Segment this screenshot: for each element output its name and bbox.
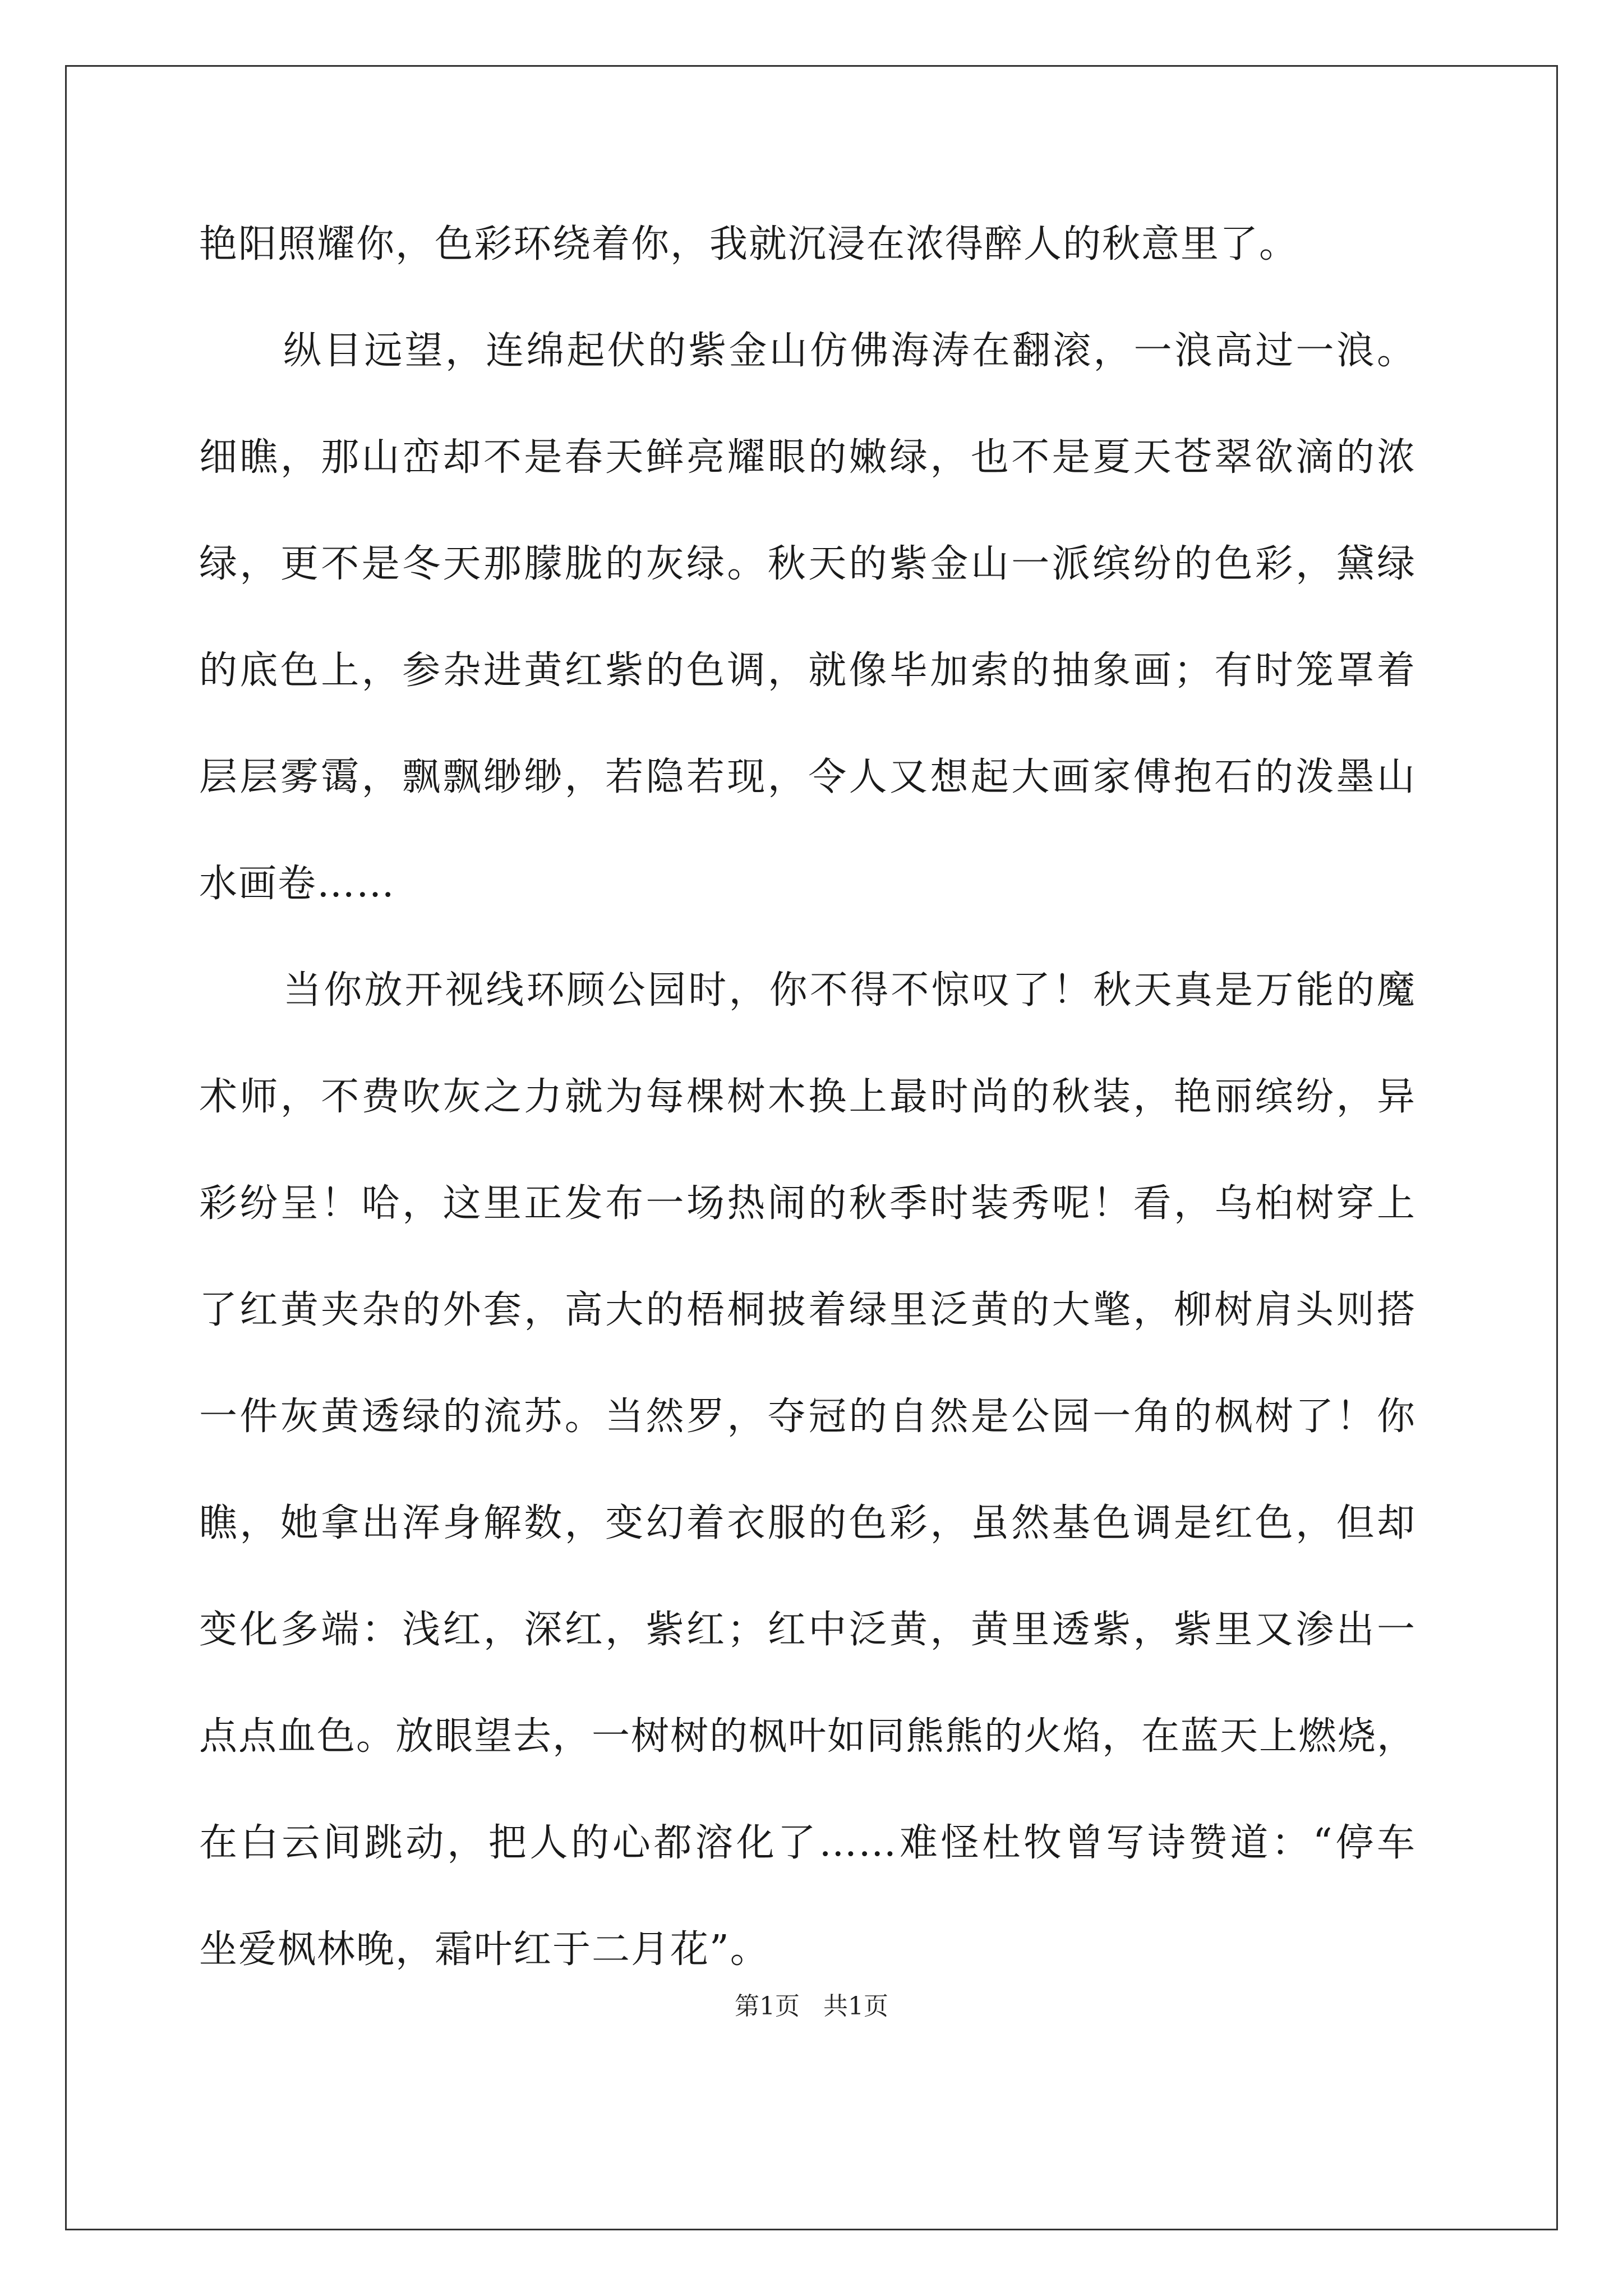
text-line: 彩纷呈！哈，这里正发布一场热闹的秋季时装秀呢！看，乌桕树穿上	[199, 1181, 1416, 1226]
text-line: 水画卷……	[199, 862, 396, 906]
paragraph-first-line: 纵目远望，连绵起伏的紫金山仿佛海涛在翻滚，一浪高过一浪。	[283, 329, 1416, 373]
text-line: 的底色上，参杂进黄红紫的色调，就像毕加索的抽象画；有时笼罩着	[199, 648, 1416, 693]
text-line: 点点血色。放眼望去，一树树的枫叶如同熊熊的火焰，在蓝天上燃烧，	[199, 1714, 1417, 1759]
text-line: 瞧，她拿出浑身解数，变幻着衣服的色彩，虽然基色调是红色，但却	[199, 1501, 1416, 1545]
text-line: 一件灰黄透绿的流苏。当然罗，夺冠的自然是公园一角的枫树了！你	[199, 1395, 1416, 1439]
paragraph-first-line: 当你放开视线环顾公园时，你不得不惊叹了！秋天真是万能的魔	[283, 968, 1416, 1013]
text-line: 绿，更不是冬天那朦胧的灰绿。秋天的紫金山一派缤纷的色彩，黛绿	[199, 542, 1416, 586]
text-line: 在白云间跳动，把人的心都溶化了……难怪杜牧曾写诗赞道：“停车	[199, 1821, 1417, 1865]
text-line: 变化多端：浅红，深红，紫红；红中泛黄，黄里透紫，紫里又渗出一	[199, 1608, 1416, 1652]
text-line: 坐爱枫林晚，霜叶红于二月花”。	[199, 1927, 769, 1972]
page-footer	[0, 1986, 1623, 2022]
text-line: 细瞧，那山峦却不是春天鲜亮耀眼的嫩绿，也不是夏天苍翠欲滴的浓	[199, 435, 1416, 480]
text-line: 层层雾霭，飘飘缈缈，若隐若现，令人又想起大画家傅抱石的泼墨山	[199, 755, 1416, 799]
page-number: 第1页	[735, 1992, 800, 2021]
text-line: 艳阳照耀你，色彩环绕着你，我就沉浸在浓得醉人的秋意里了。	[199, 222, 1299, 266]
text-line: 了红黄夹杂的外套，高大的梧桐披着绿里泛黄的大氅，柳树肩头则搭	[199, 1288, 1416, 1332]
text-line: 术师，不费吹灰之力就为每棵树木换上最时尚的秋装，艳丽缤纷，异	[199, 1075, 1416, 1119]
page-total: 共1页	[823, 1992, 888, 2021]
page-border	[65, 65, 1558, 2230]
